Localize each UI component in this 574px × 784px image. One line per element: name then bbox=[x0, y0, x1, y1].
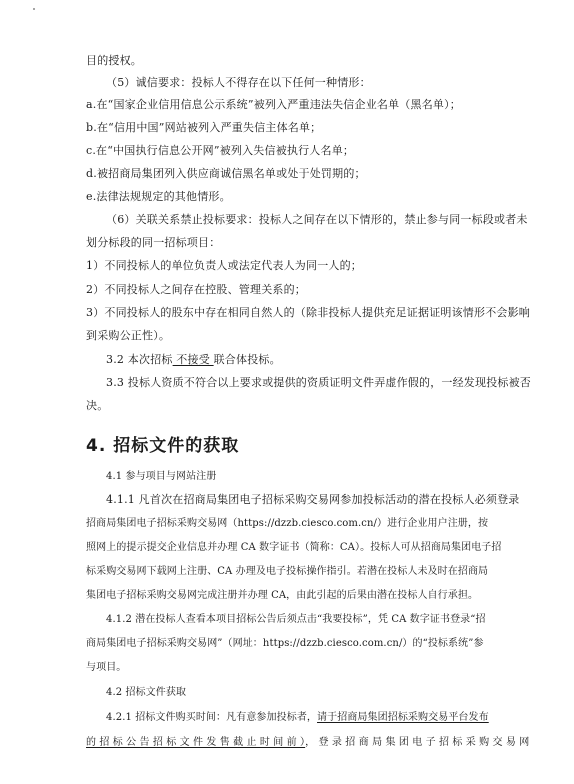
paragraph-line: 到采购公正性）。 bbox=[86, 329, 171, 342]
paragraph-line: （6）关联关系禁止投标要求：投标人之间存在以下情形的，禁止参与同一标段或者未 bbox=[106, 213, 528, 226]
clause-prefix: 4.2.1 招标文件购买时间：凡有意参加投标者， bbox=[106, 712, 318, 723]
paragraph-line: 集团电子招标采购交易网完成注册并办理 CA，由此引起的后果由潜在投标人自行承担。 bbox=[86, 590, 479, 601]
paragraph-line: 招商局集团电子招标采购交易网（https://dzzb.ciesco.com.cn/）进行企业用户注册，按 bbox=[86, 518, 489, 529]
paragraph-line: （5）诚信要求：投标人不得存在以下任何一种情形： bbox=[106, 76, 371, 89]
section-heading: 4. 招标文件的获取 bbox=[86, 436, 240, 456]
paragraph-line bbox=[106, 353, 281, 367]
underlined-term: 不接受 bbox=[172, 353, 214, 366]
paragraph-line: d.被招商局集团列入供应商诚信黑名单或处于处罚期的； bbox=[86, 167, 366, 180]
paragraph-line: 4.1.1 凡首次在招商局集团电子招标采购交易网参加投标活动的潜在投标人必须登录 bbox=[106, 493, 520, 506]
paragraph-line bbox=[86, 736, 529, 750]
paragraph-line: b.在“信用中国”网站被列入严重失信主体名单； bbox=[86, 121, 322, 134]
paragraph-line: 标采购交易网下载网上注册、CA 办理及电子投标操作指引。若潜在投标人未及时在招商局 bbox=[86, 566, 489, 577]
clause-suffix: ， 登 录 招 商 局 集 团 电 子 招 标 采 购 交 易 网 bbox=[305, 737, 530, 748]
paragraph-line bbox=[106, 711, 489, 725]
paragraph-line: 4.1.2 潜在投标人查看本项目招标公告后须点击“我要投标”，凭 CA 数字证书登录“招 bbox=[106, 614, 486, 625]
paragraph-line: 划分标段的同一招标项目： bbox=[86, 236, 221, 249]
paragraph-line: 目的授权。 bbox=[86, 54, 142, 67]
paragraph-line: a.在“国家企业信用信息公示系统”被列入严重违法失信企业名单（黑名单）； bbox=[86, 98, 461, 111]
paragraph-line: 2）不同投标人之间存在控股、管理关系的； bbox=[86, 283, 306, 296]
clause-prefix: 3.2 本次招标 bbox=[106, 353, 173, 366]
subsection-heading: 4.1 参与项目与网站注册 bbox=[106, 471, 217, 482]
underlined-term: 的 招 标 公 告 招 标 文 件 发 售 截 止 时 间 前 ） bbox=[86, 737, 306, 748]
paragraph-line: 商局集团电子招标采购交易网”（网址：https://dzzb.ciesco.com.cn/）的“投标系统”参 bbox=[86, 638, 484, 649]
subsection-heading: 4.2 招标文件获取 bbox=[106, 687, 187, 698]
paragraph-line: c.在“中国执行信息公开网”被列入失信被执行人名单； bbox=[86, 144, 355, 157]
paragraph-line: e.法律法规规定的其他情形。 bbox=[86, 190, 231, 203]
underlined-term: 请于招商局集团招标采购交易平台发布 bbox=[317, 712, 489, 723]
paragraph-line: 决。 bbox=[86, 399, 109, 412]
paragraph-line: 3.3 投标人资质不符合以上要求或提供的资质证明文件弄虚作假的，一经发现投标被否 bbox=[106, 376, 531, 389]
paragraph-line: 照网上的提示提交企业信息并办理 CA 数字证书（简称：CA）。投标人可从招商局集团电子招 bbox=[86, 542, 502, 553]
paragraph-line: 3）不同投标人的股东中存在相同自然人的（除非投标人提供充足证据证明该情形不会影响 bbox=[86, 306, 530, 319]
paragraph-line: 1）不同投标人的单位负责人或法定代表人为同一人的； bbox=[86, 259, 362, 272]
paragraph-line: 与项目。 bbox=[86, 662, 127, 673]
scan-speck bbox=[33, 8, 35, 10]
clause-suffix: 联合体投标。 bbox=[213, 353, 281, 366]
